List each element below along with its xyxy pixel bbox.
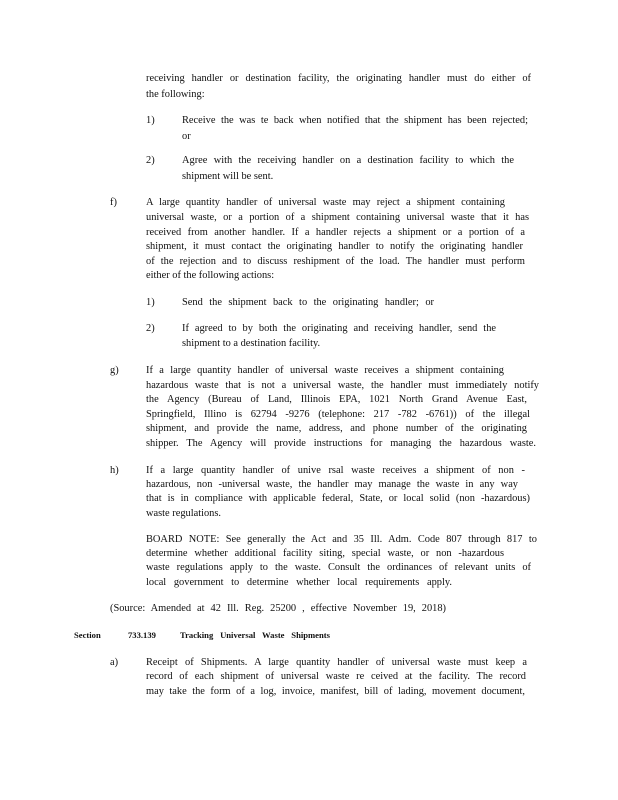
paragraph-g-line-6: shipper. The Agency will provide instructions for managing the hazardous waste. [146,438,536,449]
paragraph-h-marker: h) [110,465,119,476]
section-label: Section [74,630,101,640]
source-note: (Source: Amended at 42 Ill. Reg. 25200 , effective November 19, 2018) [110,603,446,614]
section-title: Tracking Universal Waste Shipments [180,630,330,640]
paragraph-h-line-3: that is in compliance with applicable federal, State, or local solid (non -hazardous) [146,493,530,504]
paragraph-f-item-1-line-1: Send the shipment back to the originating handler; or [182,297,434,308]
paragraph-g-line-3: the Agency (Bureau of Land, Illinois EPA, 1021 North Grand Avenue East, [146,394,527,405]
board-note-line-3: waste regulations apply to the waste. Consult the ordinances of relevant units of [146,562,531,573]
intro-item-2-marker: 2) [146,155,155,166]
section-number: 733.139 [128,630,156,640]
paragraph-f-line-3: received from another handler. If a handler rejects a shipment or a portion of a [146,227,525,238]
paragraph-f-line-2: universal waste, or a portion of a shipment containing universal waste that it has [146,212,529,223]
intro-item-1-line-2: or [182,131,191,142]
paragraph-h-line-2: hazardous, non -universal waste, the handler may manage the waste in any way [146,479,518,490]
paragraph-g-line-2: hazardous waste that is not a universal waste, the handler must immediately notify [146,380,539,391]
paragraph-g-marker: g) [110,365,119,376]
intro-line-1: receiving handler or destination facility, the originating handler must do either of [146,73,531,84]
board-note-line-1: BOARD NOTE: See generally the Act and 35 Ill. Adm. Code 807 through 817 to [146,534,537,545]
intro-item-1-line-1: Receive the was te back when notified that the shipment has been rejected; [182,115,528,126]
paragraph-f-line-5: of the rejection and to discuss reshipment of the load. The handler must perform [146,256,525,267]
paragraph-f-line-1: A large quantity handler of universal waste may reject a shipment containing [146,197,505,208]
paragraph-h-line-4: waste regulations. [146,508,222,519]
paragraph-f-item-1-marker: 1) [146,297,155,308]
board-note-line-4: local government to determine whether local requirements apply. [146,577,452,588]
paragraph-f-line-6: either of the following actions: [146,270,275,281]
intro-item-1-marker: 1) [146,115,155,126]
paragraph-a-marker: a) [110,657,119,668]
intro-line-2: the following: [146,89,205,100]
paragraph-g-line-4: Springfield, Illino is 62794 -9276 (telephone: 217 -782 -6761)) of the illegal [146,409,530,420]
paragraph-a-line-3: may take the form of a log, invoice, manifest, bill of lading, movement document, [146,686,525,697]
paragraph-h-line-1: If a large quantity handler of unive rsal waste receives a shipment of non - [146,465,525,476]
paragraph-a-line-1: Receipt of Shipments. A large quantity handler of universal waste must keep a [146,657,527,668]
paragraph-f-line-4: shipment, it must contact the originating handler to notify the originating handler [146,241,523,252]
paragraph-g-line-1: If a large quantity handler of universal waste receives a shipment containing [146,365,504,376]
paragraph-f-marker: f) [110,197,117,208]
board-note-line-2: determine whether additional facility siting, special waste, or non -hazardous [146,548,504,559]
paragraph-a-line-2: record of each shipment of universal waste re ceived at the facility. The record [146,671,526,682]
paragraph-g-line-5: shipment, and provide the name, address, and phone number of the originating [146,423,527,434]
paragraph-f-item-2-line-2: shipment to a destination facility. [182,338,321,349]
paragraph-f-item-2-marker: 2) [146,323,155,334]
intro-item-2-line-1: Agree with the receiving handler on a destination facility to which the [182,155,514,166]
paragraph-f-item-2-line-1: If agreed to by both the originating and receiving handler, send the [182,323,496,334]
intro-item-2-line-2: shipment will be sent. [182,171,274,182]
